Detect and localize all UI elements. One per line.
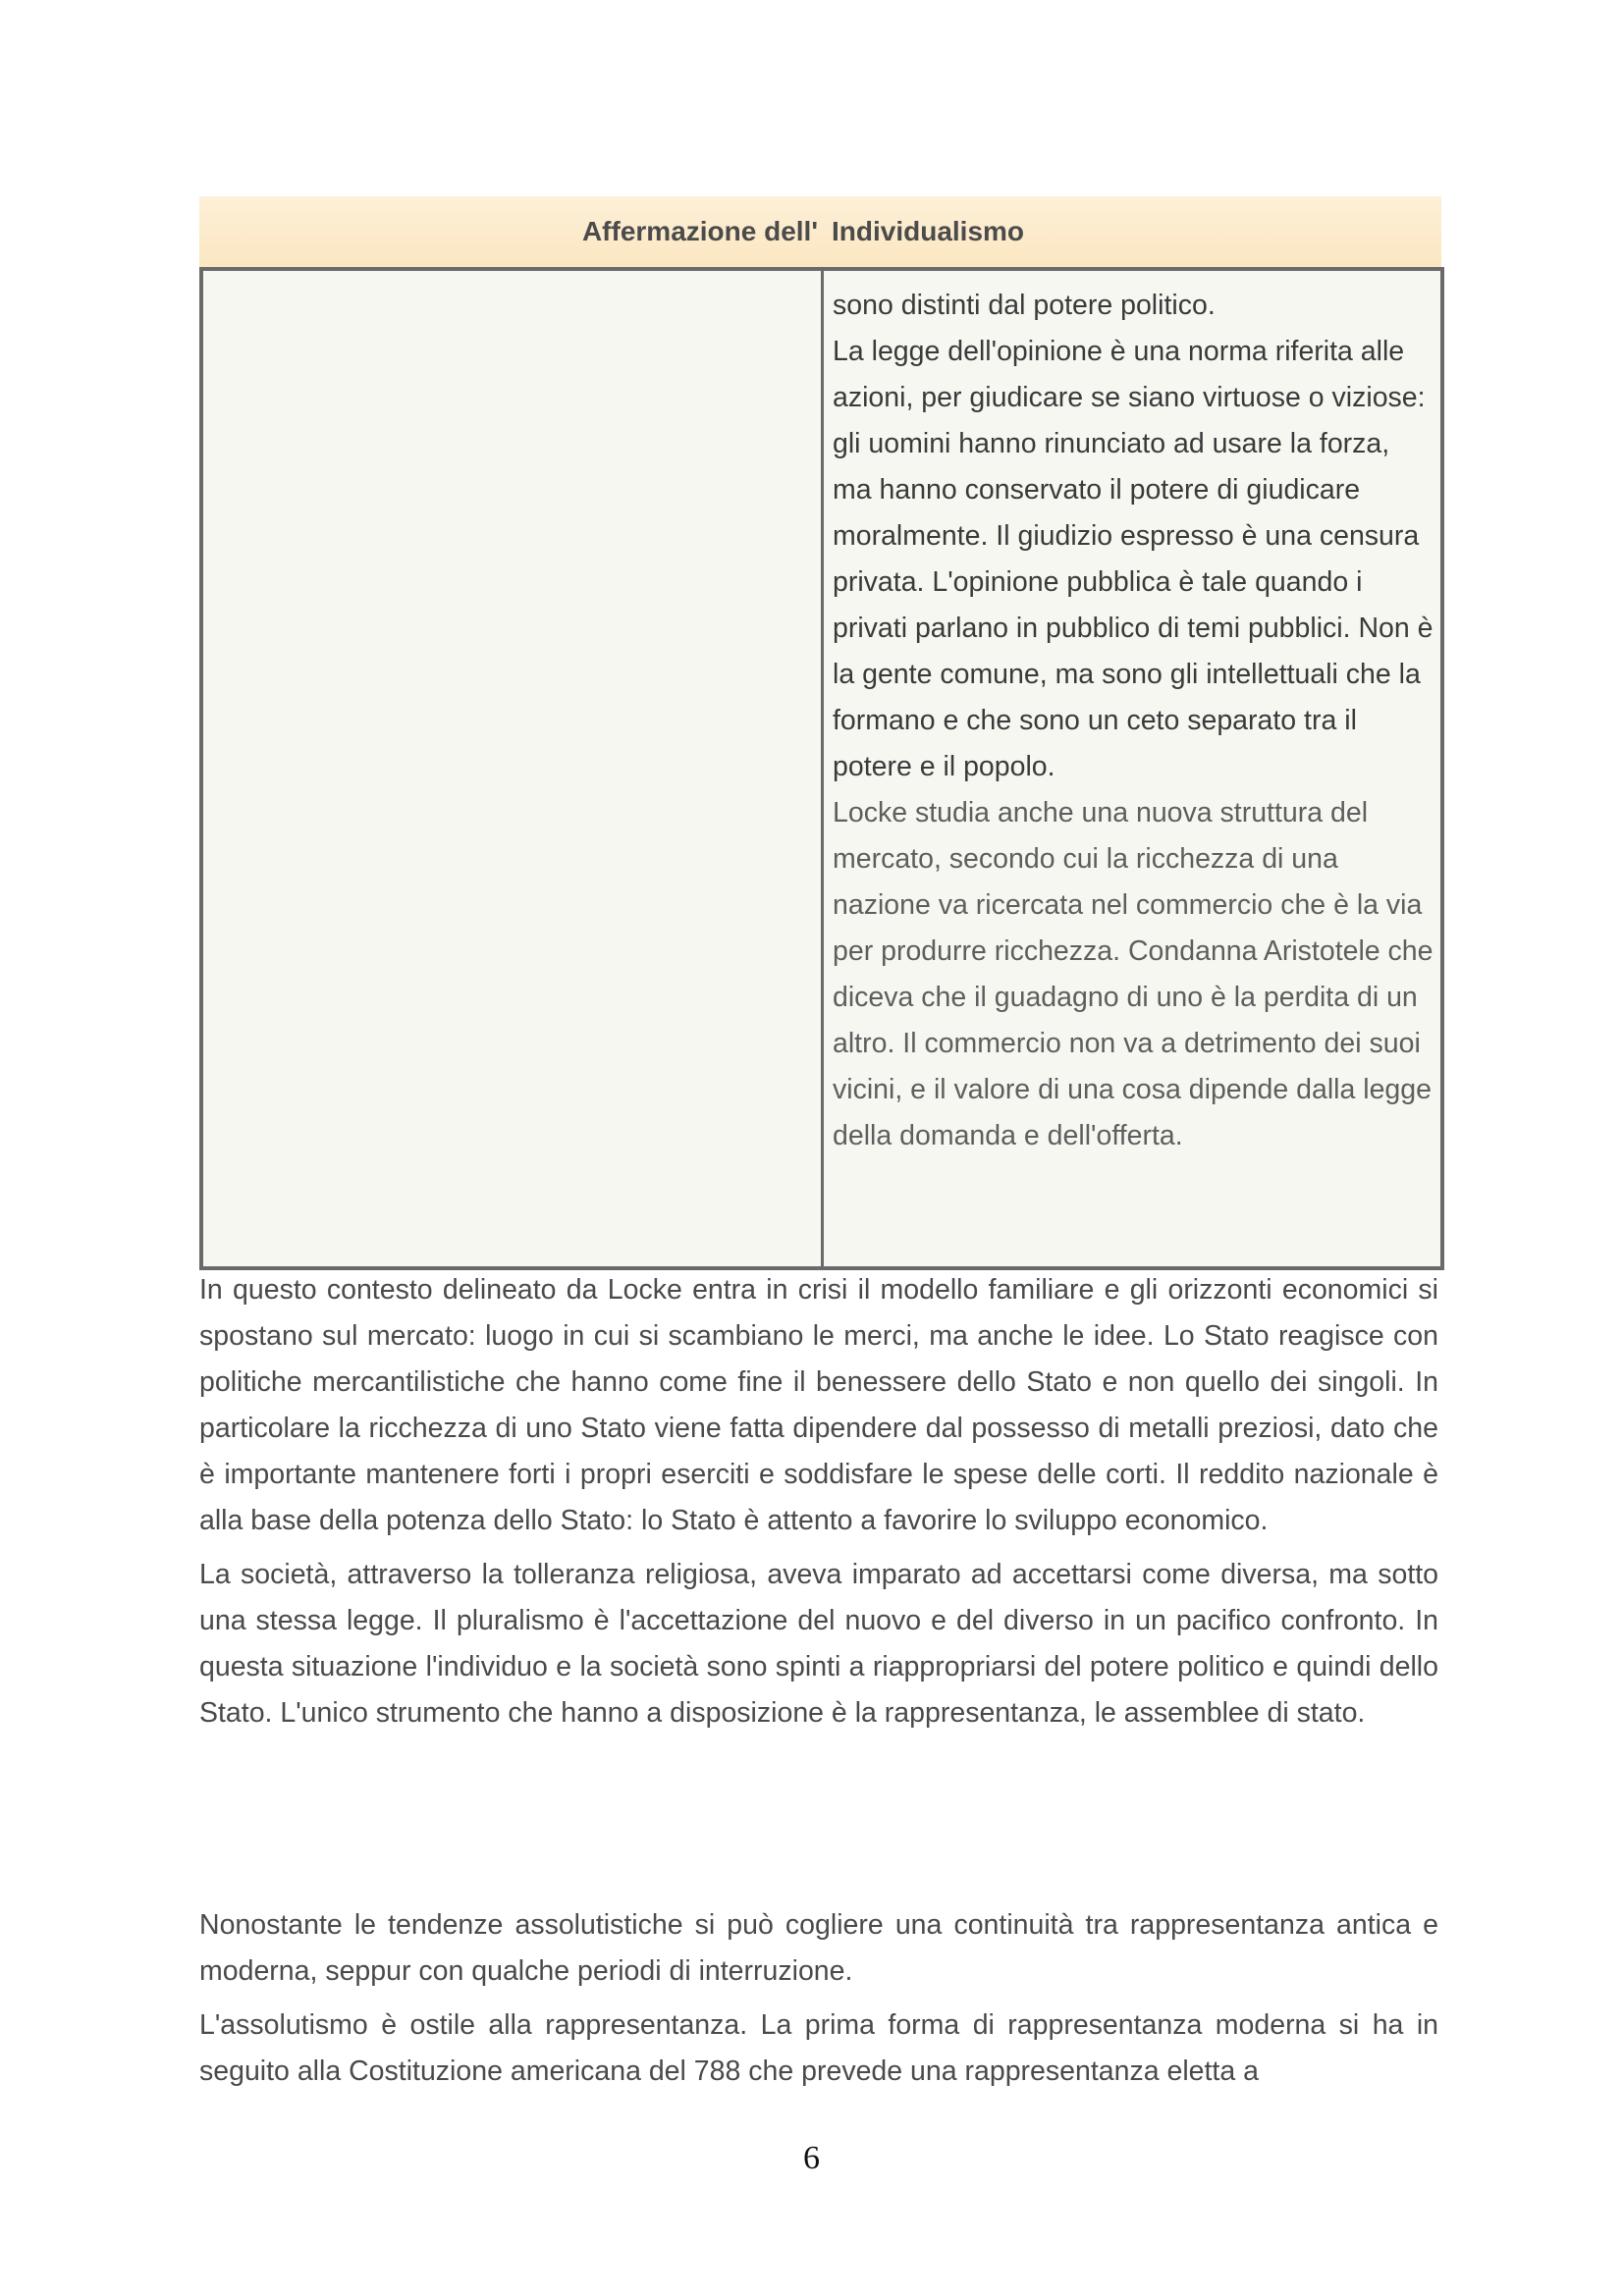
body-paragraph: L'assolutismo è ostile alla rappresentanza. La prima forma di rappresentanza moderna si ha in seguito alla Costituzione americana del 788 che prevede una rappresentanza eletta a	[199, 2009, 1438, 2087]
body-section-1	[199, 1267, 1438, 1744]
body-paragraph: In questo contesto delineato da Locke entra in crisi il modello familiare e gli orizzonti economici si spostano sul mercato: luogo in cui si scambiano le merci, ma anche le idee. Lo Stato reagisce con politiche mercantilistiche che hanno come fine il benessere dello Stato e non quello dei singoli. In particolare la ricchezza di uno Stato viene fatta dipendere dal possesso di metalli preziosi, dato che è importante mantenere forti i propri eserciti e soddisfare le spese delle corti. Il reddito nazionale è alla base della potenza dello Stato: lo Stato è attento a favorire lo sviluppo economico.	[199, 1274, 1438, 1536]
cell-paragraph: La legge dell'opinione è una norma riferita alle azioni, per giudicare se siano virtuose o viziose: gli uomini hanno rinunciato ad usare la forza, ma hanno conservato il potere di giudicare moralmente. Il giudizio espresso è una censura privata. L'opinione pubblica è tale quando i privati parlano in pubblico di temi pubblici. Non è la gente comune, ma sono gli intellettuali che la formano e che sono un ceto separato tra il potere e il popolo.	[833, 336, 1434, 782]
table-header-right: Individualismo	[832, 216, 1025, 246]
table-header	[199, 196, 1441, 267]
body-section-2	[199, 1902, 1438, 2103]
content-table	[199, 267, 1444, 1270]
table-header-left: Affermazione dell'	[581, 216, 818, 246]
body-paragraph: La società, attraverso la tolleranza religiosa, aveva imparato ad accettarsi come diversa, ma sotto una stessa legge. Il pluralismo è l'accettazione del nuovo e del diverso in un pacifico confronto. In questa situazione l'individuo e la società sono spinti a riappropriarsi del potere politico e quindi dello Stato. L'unico strumento che hanno a disposizione è la rappresentanza, le assemblee di stato.	[199, 1559, 1438, 1729]
cell-paragraph: Locke studia anche una nuova struttura del mercato, secondo cui la ricchezza di una nazione va ricercata nel commercio che è la via per produrre ricchezza. Condanna Aristotele che diceva che il guadagno di uno è la perdita di un altro. Il commercio non va a detrimento dei suoi vicini, e il valore di una cosa dipende dalla legge della domanda e dell'offerta.	[833, 797, 1434, 1151]
body-paragraph: Nonostante le tendenze assolutistiche si può cogliere una continuità tra rappresentanza antica e moderna, seppur con qualche periodi di interruzione.	[199, 1909, 1438, 1987]
table-right-cell	[833, 283, 1434, 1159]
column-divider	[821, 271, 824, 1266]
cell-paragraph: sono distinti dal potere politico.	[833, 290, 1216, 321]
page-number: 6	[803, 2140, 820, 2176]
